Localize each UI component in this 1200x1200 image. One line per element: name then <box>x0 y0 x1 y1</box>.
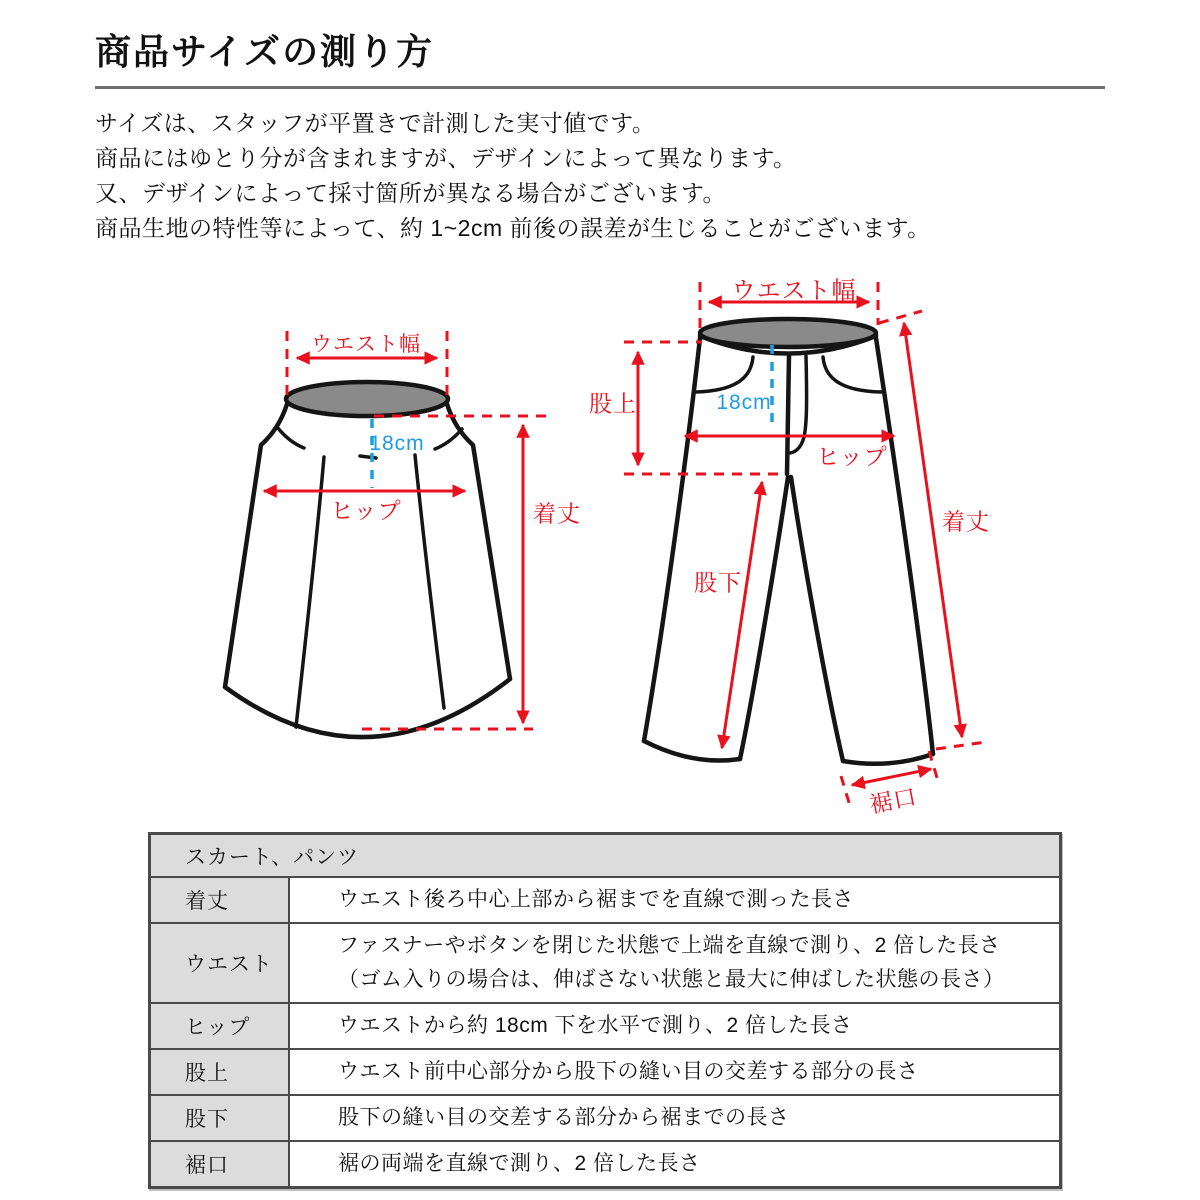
pants-right-inner-seam <box>791 477 843 761</box>
pants-hip-label: ヒップ <box>816 443 888 470</box>
skirt-hip-label: ヒップ <box>330 497 402 524</box>
table-term: 着丈 <box>151 878 290 922</box>
intro-line-4: 商品生地の特性等によって、約 1~2cm 前後の誤差が生じることがございます。 <box>95 215 931 241</box>
table-desc: ファスナーやボタンを閉じた状態で上端を直線で測り、2 倍した長さ （ゴム入りの場合は、伸ばさない状態と最大に伸ばした状態の長さ） <box>338 934 1005 991</box>
table-term: ヒップ <box>151 1004 290 1048</box>
pants-inseam-label: 股下 <box>694 569 742 596</box>
measurement-table <box>148 832 1062 1189</box>
pants-pocket-left <box>695 357 753 392</box>
pants-fly-center-line <box>787 355 789 474</box>
table-row <box>151 1140 1059 1186</box>
pants-pocket-right <box>823 357 881 392</box>
page-title: 商品サイズの測り方 <box>95 31 435 72</box>
pants-waist-width-label: ウエスト幅 <box>731 277 857 305</box>
intro-line-3: 又、デザインによって採寸箇所が異なる場合がございます。 <box>95 180 727 206</box>
pants-length-guide-top <box>879 311 922 323</box>
table-desc: ウエスト前中心部分から股下の縫い目の交差する部分の長さ <box>338 1060 919 1083</box>
table-term: ウエスト <box>151 924 290 1002</box>
pants-left-outer-seam <box>644 338 700 741</box>
table-term: 股上 <box>151 1050 290 1094</box>
table-row <box>151 922 1059 1002</box>
pants-hem-tick-left <box>841 776 850 806</box>
skirt-waistband <box>286 382 448 416</box>
skirt-length-label: 着丈 <box>533 500 581 527</box>
table-term: 裾口 <box>151 1142 290 1186</box>
table-row <box>151 1048 1059 1094</box>
intro-line-1: サイズは、スタッフが平置きで計測した実寸値です。 <box>95 110 656 136</box>
skirt-dart-right <box>435 429 462 449</box>
table-term: 股下 <box>151 1096 290 1140</box>
pants-waistband <box>700 319 876 347</box>
table-desc: ウエストから約 18cm 下を水平で測り、2 倍した長さ <box>338 1014 853 1037</box>
skirt-hip-offset-label: 18cm <box>369 432 425 455</box>
skirt-right-seam <box>447 404 510 679</box>
pants-inseam-arrow <box>722 482 762 748</box>
table-row <box>151 1094 1059 1140</box>
pants-right-outer-seam <box>876 338 933 754</box>
pants-fly-curve <box>789 356 807 453</box>
table-desc: ウエスト後ろ中心上部から裾までを直線で測った長さ <box>338 888 854 911</box>
skirt-drawing <box>225 382 510 737</box>
skirt-pleat-left <box>296 457 324 727</box>
pants-hem-width-label: 裾口 <box>867 783 920 818</box>
pants-left-inner-seam <box>740 477 788 759</box>
pants-right-hem <box>843 754 933 764</box>
intro-line-2: 商品にはゆとり分が含まれますが、デザインによって異なります。 <box>95 145 797 171</box>
pants-drawing <box>644 319 933 764</box>
pants-length-guide-bottom <box>936 742 986 749</box>
table-header: スカート、パンツ <box>151 835 1059 876</box>
skirt-dart-left <box>277 427 304 448</box>
table-desc: 股下の縫い目の交差する部分から裾までの長さ <box>338 1106 790 1129</box>
table-row <box>151 876 1059 922</box>
pants-left-hem <box>644 741 740 761</box>
table-desc: 裾の両端を直線で測り、2 倍した長さ <box>338 1152 701 1175</box>
pants-rise-label: 股上 <box>589 390 637 417</box>
pants-length-label: 着丈 <box>942 508 990 535</box>
table-row <box>151 1002 1059 1048</box>
skirt-waist-width-label: ウエスト幅 <box>311 333 421 356</box>
pants-hip-offset-label: 18cm <box>716 391 772 414</box>
skirt-left-seam <box>225 404 287 687</box>
skirt-pleat-right <box>415 455 444 708</box>
